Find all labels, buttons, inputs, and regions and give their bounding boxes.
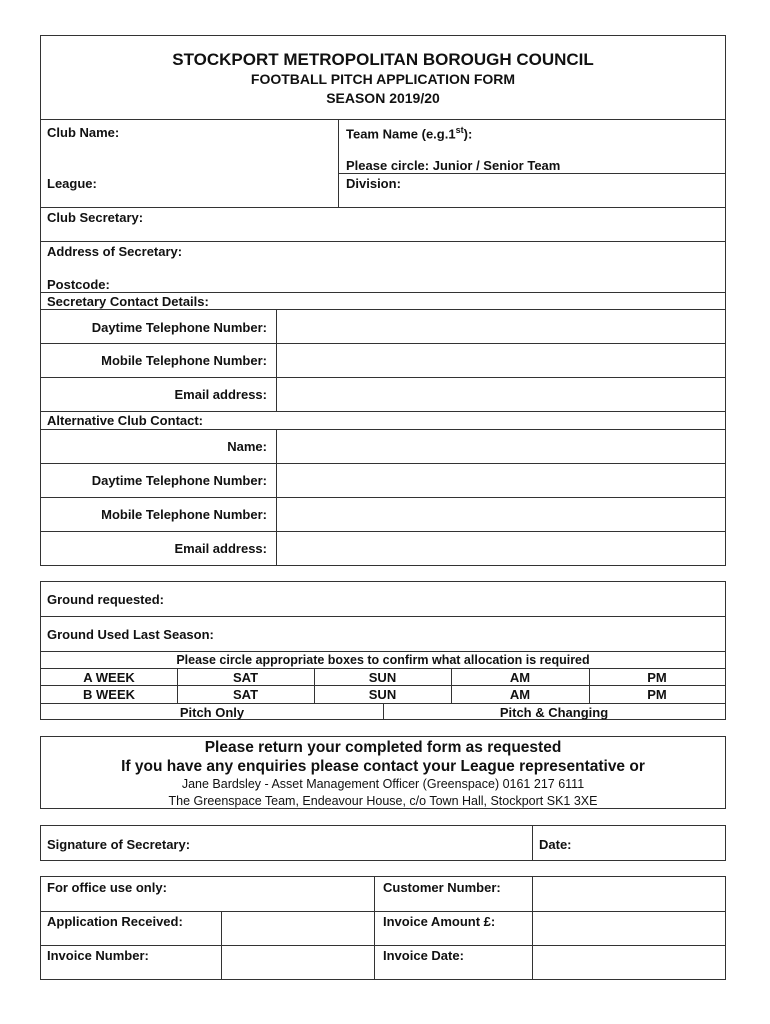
division-label: Division: bbox=[346, 176, 401, 191]
signature-label: Signature of Secretary: bbox=[47, 837, 191, 852]
ground-last-season-label: Ground Used Last Season: bbox=[47, 627, 214, 642]
council-title: STOCKPORT METROPOLITAN BOROUGH COUNCIL bbox=[172, 50, 594, 69]
alt-contact-heading: Alternative Club Contact: bbox=[47, 413, 204, 428]
address-label: Address of Secretary: bbox=[47, 244, 183, 259]
secretary-daytime-label: Daytime Telephone Number: bbox=[91, 320, 267, 335]
club-name-label: Club Name: bbox=[47, 125, 120, 140]
contact-officer-line: Jane Bardsley - Asset Management Officer (Greenspace) 0161 217 6111 bbox=[181, 777, 585, 791]
allocation-instruction: Please circle appropriate boxes to confirm what allocation is required bbox=[176, 653, 590, 667]
secretary-email-field[interactable] bbox=[277, 378, 725, 411]
date-field[interactable] bbox=[533, 826, 725, 860]
season-label: SEASON 2019/20 bbox=[326, 90, 440, 106]
b-week-sat[interactable]: SAT bbox=[232, 687, 259, 702]
customer-number-field[interactable] bbox=[533, 877, 725, 911]
ground-last-season-field[interactable] bbox=[41, 617, 725, 651]
ground-box bbox=[40, 581, 726, 720]
pitch-only-option[interactable]: Pitch Only bbox=[179, 705, 245, 720]
ground-requested-label: Ground requested: bbox=[47, 592, 165, 607]
team-name-label: Team Name (e.g.1st): bbox=[346, 125, 473, 142]
alt-mobile-field[interactable] bbox=[277, 498, 725, 531]
a-week-am[interactable]: AM bbox=[509, 670, 531, 685]
customer-number-label: Customer Number: bbox=[383, 880, 501, 895]
b-week-sun[interactable]: SUN bbox=[368, 687, 397, 702]
pitch-changing-option[interactable]: Pitch & Changing bbox=[499, 705, 609, 720]
b-week-label: B WEEK bbox=[83, 687, 135, 702]
a-week-pm[interactable]: PM bbox=[647, 670, 667, 685]
secretary-daytime-field[interactable] bbox=[277, 310, 725, 343]
contact-address-line: The Greenspace Team, Endeavour House, c/o Town Hall, Stockport SK1 3XE bbox=[168, 794, 598, 808]
alt-email-field[interactable] bbox=[277, 532, 725, 565]
a-week-sun[interactable]: SUN bbox=[368, 670, 397, 685]
invoice-date-label: Invoice Date: bbox=[383, 948, 464, 963]
main-form-box bbox=[40, 35, 726, 566]
postcode-label: Postcode: bbox=[47, 277, 110, 292]
office-use-box bbox=[40, 876, 726, 980]
league-label: League: bbox=[47, 176, 97, 191]
invoice-number-field[interactable] bbox=[222, 946, 374, 979]
office-use-heading: For office use only: bbox=[47, 880, 167, 895]
alt-name-field[interactable] bbox=[277, 430, 725, 463]
secretary-email-label: Email address: bbox=[174, 387, 267, 402]
junior-senior-circle-label[interactable]: Please circle: Junior / Senior Team bbox=[346, 158, 561, 173]
a-week-sat[interactable]: SAT bbox=[232, 670, 259, 685]
application-received-field[interactable] bbox=[222, 912, 374, 945]
a-week-label: A WEEK bbox=[83, 670, 135, 685]
secretary-mobile-field[interactable] bbox=[277, 344, 725, 377]
date-label: Date: bbox=[539, 837, 572, 852]
return-notice-line2: If you have any enquiries please contact your League representative or bbox=[121, 758, 645, 775]
secretary-mobile-label: Mobile Telephone Number: bbox=[101, 353, 267, 368]
alt-email-label: Email address: bbox=[174, 541, 267, 556]
form-title: FOOTBALL PITCH APPLICATION FORM bbox=[250, 71, 516, 87]
club-secretary-label: Club Secretary: bbox=[47, 210, 144, 225]
signature-box bbox=[40, 825, 726, 861]
alt-mobile-label: Mobile Telephone Number: bbox=[101, 507, 267, 522]
b-week-am[interactable]: AM bbox=[509, 687, 531, 702]
alt-daytime-field[interactable] bbox=[277, 464, 725, 497]
invoice-amount-label: Invoice Amount £: bbox=[383, 914, 496, 929]
club-name-field[interactable] bbox=[41, 120, 338, 174]
invoice-amount-field[interactable] bbox=[533, 912, 725, 945]
alt-name-label: Name: bbox=[227, 439, 267, 454]
return-notice-box bbox=[40, 736, 726, 809]
secretary-contact-heading: Secretary Contact Details: bbox=[47, 294, 209, 309]
invoice-number-label: Invoice Number: bbox=[47, 948, 149, 963]
invoice-date-field[interactable] bbox=[533, 946, 725, 979]
alt-daytime-label: Daytime Telephone Number: bbox=[91, 473, 267, 488]
b-week-pm[interactable]: PM bbox=[647, 687, 667, 702]
application-received-label: Application Received: bbox=[47, 914, 183, 929]
ground-requested-field[interactable] bbox=[41, 582, 725, 616]
signature-field[interactable] bbox=[41, 826, 532, 860]
return-notice-line1: Please return your completed form as requested bbox=[204, 739, 562, 756]
